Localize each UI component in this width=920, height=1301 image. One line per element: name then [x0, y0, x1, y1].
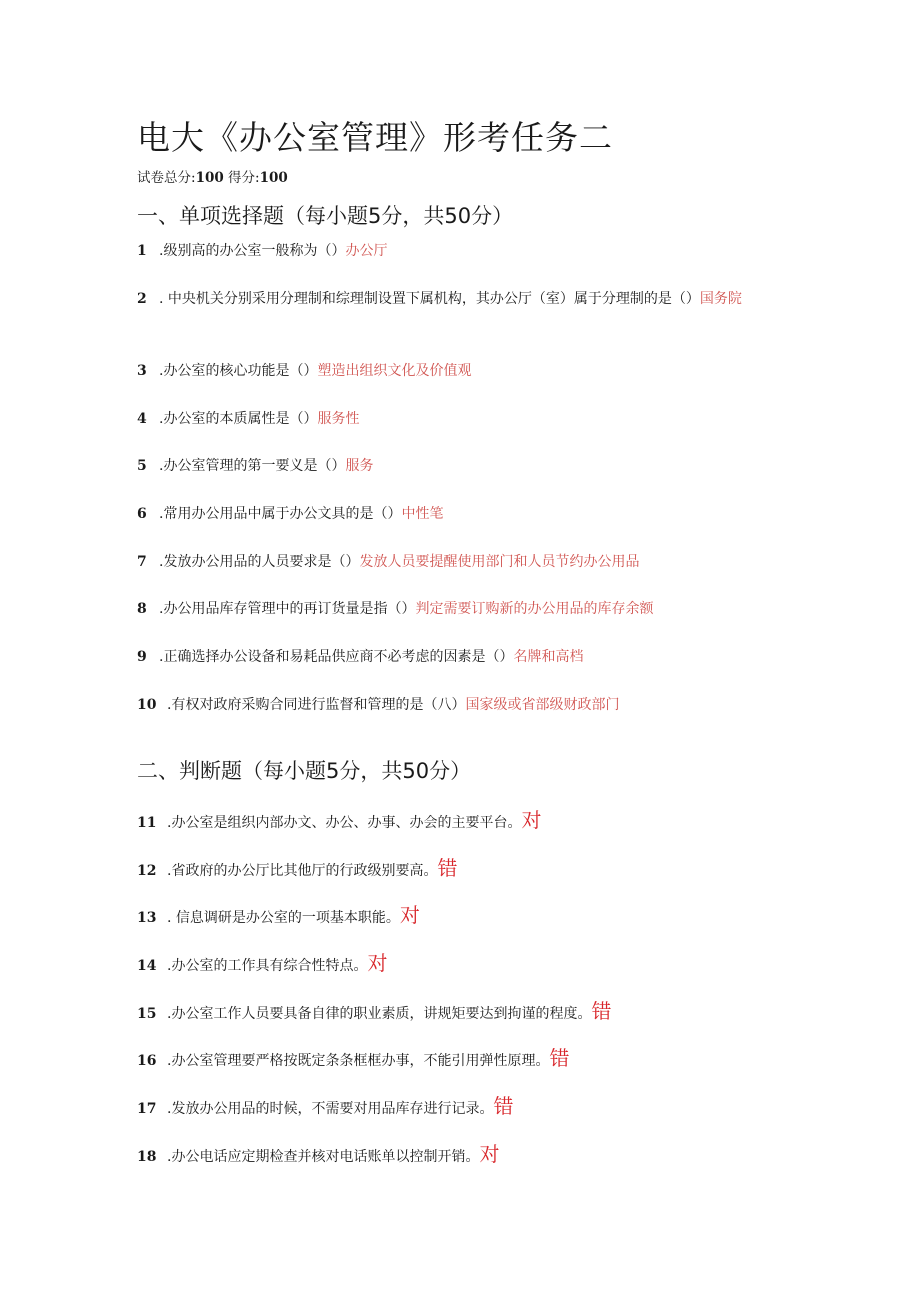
question-text: .级别高的办公室一般称为（） [159, 243, 346, 259]
score-line [137, 166, 288, 186]
question-text: .办公室的工作具有综合性特点。 [167, 958, 368, 974]
question-text: .发放办公用品的人员要求是（） [159, 554, 360, 570]
question-text: . 信息调研是办公室的一项基本职能。 [167, 910, 400, 926]
question-text: .办公室管理要严格按既定条条框框办事，不能引用弹性原理。 [167, 1053, 550, 1069]
question-text: .省政府的办公厅比其他厅的行政级别要高。 [167, 863, 438, 879]
question-answer: 对 [479, 1142, 500, 1166]
question-text: .办公室是组织内部办文、办公、办事、办会的主要平台。 [167, 815, 522, 831]
question-answer: 错 [493, 1094, 514, 1118]
question-text: . 中央机关分别采用分理制和综理制设置下属机构，其办公厅（室）属于分理制的是（） [159, 291, 700, 307]
question-text: .常用办公用品中属于办公文具的是（） [159, 506, 402, 522]
question-14 [137, 951, 777, 978]
question-11 [137, 808, 777, 835]
question-number: 7 [137, 554, 147, 570]
question-10 [137, 693, 777, 717]
question-7 [137, 550, 777, 574]
question-1 [137, 239, 777, 263]
question-answer: 对 [399, 903, 420, 927]
question-answer: 服务 [345, 458, 374, 474]
question-number: 18 [137, 1149, 157, 1165]
question-text: .办公室的核心功能是（） [159, 363, 318, 379]
question-2 [137, 287, 777, 311]
question-16 [137, 1046, 777, 1073]
question-4 [137, 407, 777, 431]
question-8 [137, 597, 777, 621]
question-number: 9 [137, 649, 147, 665]
question-3 [137, 359, 777, 383]
question-6 [137, 502, 777, 526]
page-title: 电大《办公室管理》形考任务二 [137, 118, 613, 157]
question-number: 16 [137, 1053, 157, 1069]
question-answer: 办公厅 [345, 243, 388, 259]
question-number: 17 [137, 1101, 157, 1117]
question-number: 3 [137, 363, 147, 379]
question-5 [137, 454, 777, 478]
question-number: 1 [137, 243, 147, 259]
question-number: 8 [137, 601, 147, 617]
question-number: 4 [137, 411, 147, 427]
question-text: .办公室的本质属性是（） [159, 411, 318, 427]
question-number: 11 [137, 815, 157, 831]
question-text: .办公室管理的第一要义是（） [159, 458, 346, 474]
question-number: 15 [137, 1006, 157, 1022]
question-number: 14 [137, 958, 157, 974]
question-number: 5 [137, 458, 147, 474]
question-15 [137, 999, 777, 1026]
question-answer: 对 [521, 808, 542, 832]
question-number: 13 [137, 910, 157, 926]
question-13 [137, 903, 777, 930]
question-text: .有权对政府采购合同进行监督和管理的是（八） [167, 697, 466, 713]
question-text: .办公电话应定期检查并核对电话账单以控制开销。 [167, 1149, 480, 1165]
question-answer: 错 [591, 999, 612, 1023]
question-answer: 发放人员要提醒使用部门和人员节约办公用品 [359, 554, 640, 570]
question-answer: 对 [367, 951, 388, 975]
total-score-label: 试卷总分: [137, 170, 196, 186]
question-answer: 名牌和高档 [513, 649, 584, 665]
question-answer: 塑造出组织文化及价值观 [317, 363, 472, 379]
section-title-multiple-choice: 一、单项选择题（每小题5分，共50分） [137, 204, 514, 228]
question-17 [137, 1094, 777, 1121]
question-number: 10 [137, 697, 157, 713]
question-answer: 服务性 [317, 411, 360, 427]
got-score-label: 得分: [223, 170, 260, 186]
question-answer: 错 [437, 856, 458, 880]
question-answer: 错 [549, 1046, 570, 1070]
question-number: 6 [137, 506, 147, 522]
question-answer: 中性笔 [401, 506, 444, 522]
question-text: .正确选择办公设备和易耗品供应商不必考虑的因素是（） [159, 649, 514, 665]
question-number: 12 [137, 863, 157, 879]
question-18 [137, 1142, 777, 1169]
question-answer: 国家级或省部级财政部门 [465, 697, 620, 713]
total-score: 100 [195, 170, 224, 186]
question-12 [137, 856, 777, 883]
question-text: .办公室工作人员要具备自律的职业素质，讲规矩要达到拘谨的程度。 [167, 1006, 592, 1022]
question-text: .发放办公用品的时候，不需要对用品库存进行记录。 [167, 1101, 494, 1117]
section-title-true-false: 二、判断题（每小题5分，共50分） [137, 759, 472, 783]
got-score: 100 [259, 170, 288, 186]
question-9 [137, 645, 777, 669]
question-number: 2 [137, 291, 147, 307]
question-answer: 判定需要订购新的办公用品的库存余额 [415, 601, 654, 617]
question-answer: 国务院 [699, 291, 742, 307]
question-text: .办公用品库存管理中的再订货量是指（） [159, 601, 416, 617]
